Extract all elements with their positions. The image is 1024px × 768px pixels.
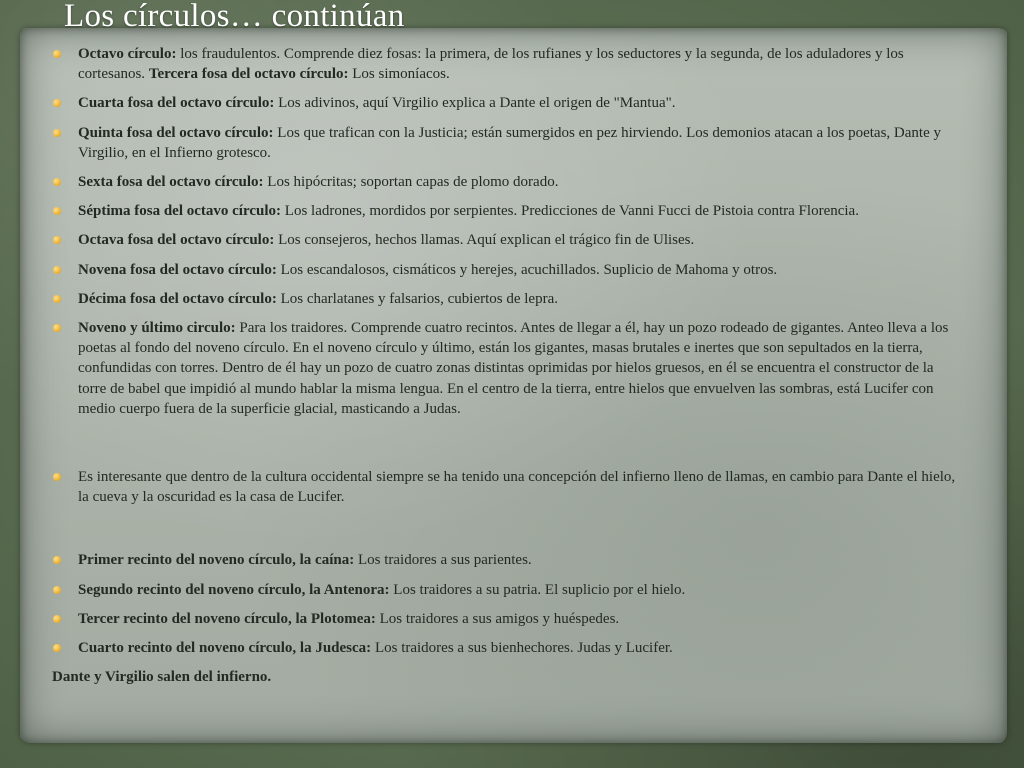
- note-item: [52, 467, 964, 507]
- item-text: Los hipócritas; soportan capas de plomo dorado.: [263, 174, 559, 191]
- closing-line: Dante y Virgilio salen del infierno.: [52, 669, 272, 686]
- list-item: [52, 230, 964, 250]
- slide-content: [52, 44, 964, 687]
- bullet-icon: [53, 586, 61, 594]
- bullet-icon: [53, 556, 61, 564]
- list-item: [52, 93, 964, 113]
- item-text: Los consejeros, hechos llamas. Aquí explican el trágico fin de Ulises.: [274, 232, 695, 249]
- recinto-item: [52, 638, 964, 658]
- bullet-icon: [53, 473, 61, 481]
- bullet-icon: [53, 615, 61, 623]
- recinto-heading: Cuarto recinto del noveno círculo, la Judesca:: [78, 640, 372, 657]
- slide-title: Los círculos… continúan: [64, 0, 405, 34]
- bullet-icon: [53, 129, 61, 137]
- list-item: [52, 289, 964, 309]
- item-heading: Décima fosa del octavo círculo:: [78, 290, 277, 307]
- bullet-icon: [53, 178, 61, 186]
- item-heading: Octavo círculo:: [78, 46, 177, 62]
- list-item: [52, 172, 964, 192]
- recinto-text: Los traidores a sus amigos y huéspedes.: [375, 610, 620, 627]
- item-text: Los ladrones, mordidos por serpientes. Predicciones de Vanni Fucci de Pistoia contra Florencia.: [281, 203, 859, 220]
- list-item: [52, 201, 964, 221]
- item-text: Los escandalosos, cismáticos y herejes, acuchillados. Suplicio de Mahoma y otros.: [276, 261, 778, 278]
- item-text: Los simoníacos.: [348, 66, 450, 83]
- item-heading: Sexta fosa del octavo círculo:: [78, 174, 264, 191]
- list-item: [52, 260, 964, 280]
- item-heading: Tercera fosa del octavo círculo:: [148, 66, 349, 83]
- recinto-item: [52, 550, 964, 570]
- recinto-text: Los traidores a sus bienhechores. Judas y Lucifer.: [371, 640, 673, 657]
- bullet-icon: [53, 324, 61, 332]
- item-heading: Séptima fosa del octavo círculo:: [78, 203, 282, 220]
- recinto-item: [52, 580, 964, 600]
- recinto-item: [52, 609, 964, 629]
- item-text: Los adivinos, aquí Virgilio explica a Dante el origen de "Mantua".: [274, 95, 676, 112]
- item-heading: Noveno y último circulo:: [78, 320, 236, 337]
- recinto-heading: Primer recinto del noveno círculo, la caína:: [78, 552, 355, 569]
- recinto-heading: Tercer recinto del noveno círculo, la Plotomea:: [78, 610, 376, 627]
- list-item: [52, 44, 964, 84]
- item-heading: Cuarta fosa del octavo círculo:: [78, 95, 275, 112]
- bullet-icon: [53, 99, 61, 107]
- item-text: los fraudulentos. Comprende diez fosas: la primera, de los rufianes y los seductores y la segunda, de los aduladores y los cortesanos.: [78, 46, 904, 83]
- item-heading: Novena fosa del octavo círculo:: [78, 261, 277, 278]
- list-item: [52, 318, 964, 419]
- item-text: Los que trafican con la Justicia; están sumergidos en pez hirviendo. Los demonios atacan a los poetas, Dante y Virgilio, en el Infierno grotesco.: [78, 124, 941, 161]
- bullet-icon: [53, 236, 61, 244]
- item-text: Para los traidores. Comprende cuatro recintos. Antes de llegar a él, hay un pozo rodeado de gigantes. Anteo lleva a los poetas al fondo del noveno círculo. En el noveno círculo y último, están los gigantes, masas brutales e inertes que son sepultados en la tierra, confundidas con torres. Dentro de él hay un pozo de cuatro zonas distintas oprimidas por hielos gruesos, en él se encuentra el constructor de la torre de babel que impidió al mundo hablar la misma lengua. En el centro de la tierra, entre hielos que envuelven las sombras, está Lucifer con medio cuerpo fuera de la superficie glacial, masticando a Judas.: [78, 320, 949, 417]
- recinto-text: Los traidores a su patria. El suplicio por el hielo.: [389, 581, 686, 598]
- list-item: [52, 123, 964, 163]
- recinto-heading: Segundo recinto del noveno círculo, la Antenora:: [78, 581, 390, 598]
- bullet-icon: [53, 295, 61, 303]
- item-heading: Quinta fosa del octavo círculo:: [78, 124, 274, 141]
- spacer: [52, 428, 964, 467]
- bullet-icon: [53, 644, 61, 652]
- note-text: Es interesante que dentro de la cultura occidental siempre se ha tenido una concepción del infierno lleno de llamas, en cambio para Dante el hielo, la cueva y la oscuridad es la casa de Lucifer.: [78, 469, 956, 506]
- item-text: Los charlatanes y falsarios, cubiertos de lepra.: [276, 290, 558, 307]
- recinto-text: Los traidores a sus parientes.: [354, 552, 532, 569]
- bullet-icon: [53, 207, 61, 215]
- bullet-icon: [53, 266, 61, 274]
- item-heading: Octava fosa del octavo círculo:: [78, 232, 275, 249]
- spacer: [52, 516, 964, 550]
- bullet-icon: [53, 50, 61, 58]
